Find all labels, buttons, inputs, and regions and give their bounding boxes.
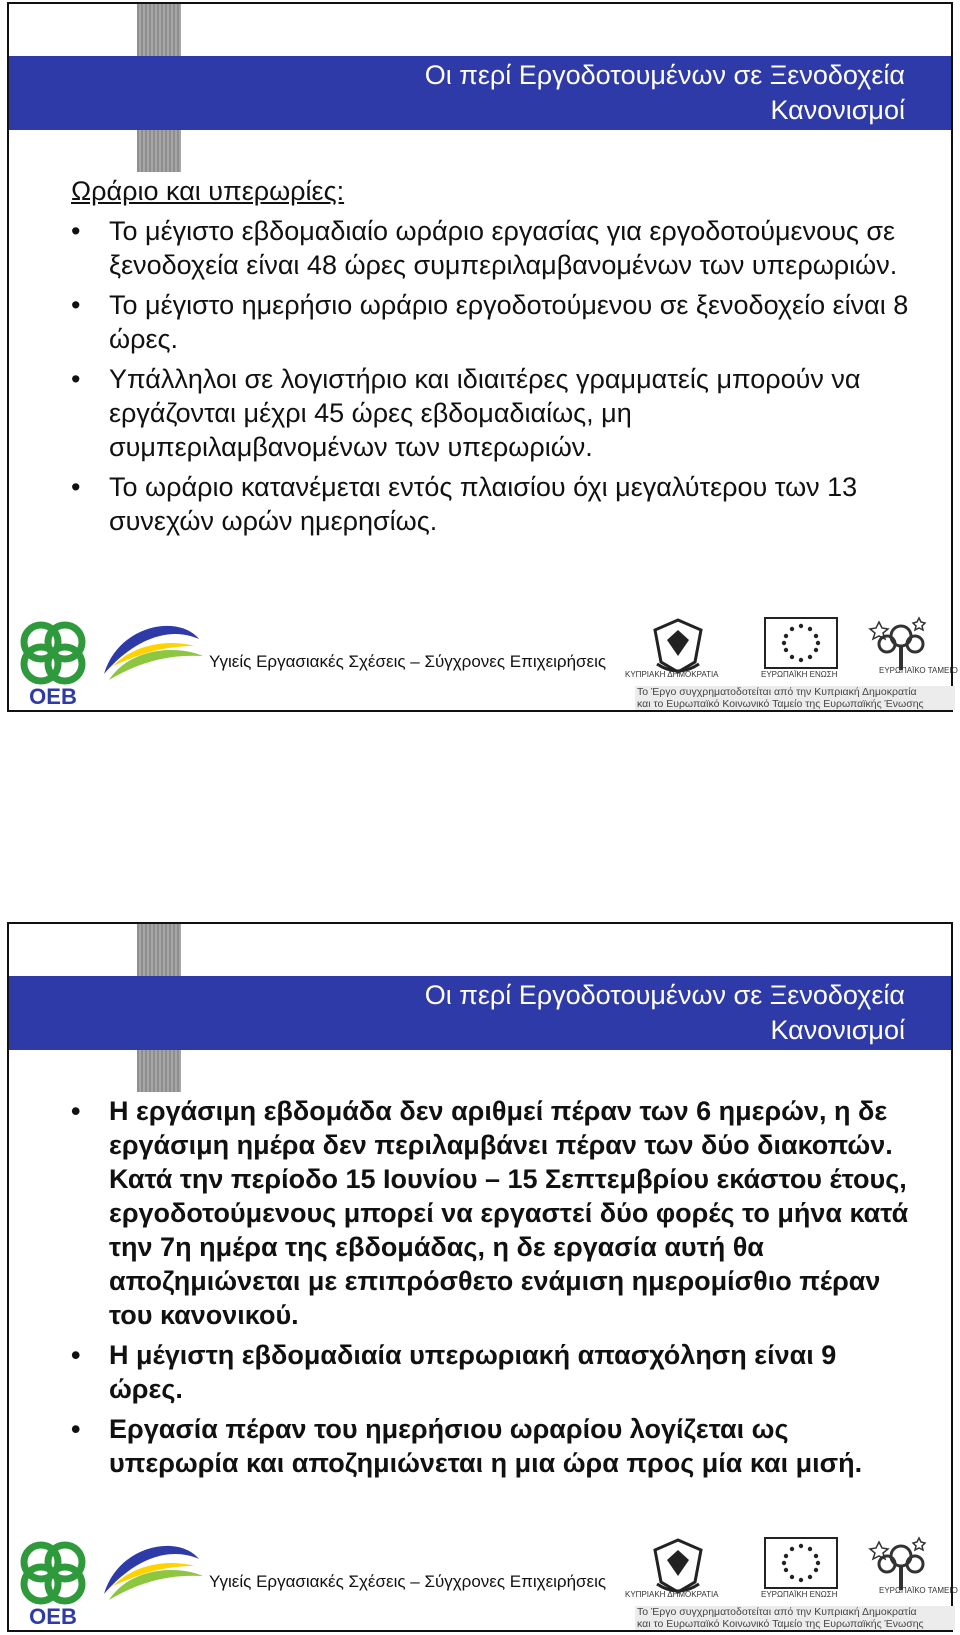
bullet-list bbox=[65, 1094, 911, 1480]
slide-content bbox=[65, 1094, 911, 1486]
bullet-icon: • bbox=[71, 216, 81, 246]
cofunding-line-2: και το Ευρωπαϊκό Κοινωνικό Ταμείο της Ευρωπαϊκής Ένωσης bbox=[637, 698, 924, 710]
oeb-logo-icon bbox=[13, 618, 97, 706]
esf-tree-icon bbox=[861, 1532, 951, 1612]
bullet-icon: • bbox=[71, 1340, 81, 1370]
bullet-icon: • bbox=[71, 1414, 81, 1444]
slide-2 bbox=[7, 922, 958, 1632]
slide-footer bbox=[9, 1530, 958, 1630]
oeb-label: OEB bbox=[29, 684, 77, 706]
bullet-item bbox=[65, 1412, 911, 1480]
bullet-item bbox=[65, 1094, 911, 1332]
cofunding-line-1: Το Έργο συγχρηματοδοτείται από την Κυπριακή Δημοκρατία bbox=[637, 686, 917, 698]
bullet-icon: • bbox=[71, 472, 81, 502]
esf-label: ΕΥΡΩΠΑΪΚΟ ΤΑΜΕΙΟ bbox=[879, 1586, 958, 1595]
cofunding-note bbox=[635, 1606, 955, 1630]
cyprus-label: ΚΥΠΡΙΑΚΗ ΔΗΜΟΚΡΑΤΙΑ bbox=[625, 670, 719, 679]
slide-title-line-2: Κανονισμοί bbox=[770, 95, 905, 125]
bullet-item bbox=[65, 1338, 911, 1406]
bullet-text: Το μέγιστο ημερήσιο ωράριο εργοδοτούμενου σε ξενοδοχείο είναι 8 ώρες. bbox=[109, 290, 909, 354]
swirl-logo-icon bbox=[99, 1534, 209, 1604]
eu-label: ΕΥΡΩΠΑΪΚΗ ΕΝΩΣΗ bbox=[761, 670, 838, 679]
bullet-item bbox=[65, 362, 911, 464]
eu-flag-icon bbox=[761, 612, 841, 692]
slide-title-line-1: Οι περί Εργοδοτουμένων σε Ξενοδοχεία bbox=[424, 980, 905, 1010]
esf-label: ΕΥΡΩΠΑΪΚΟ ΤΑΜΕΙΟ bbox=[879, 666, 958, 675]
bullet-text: Η εργάσιμη εβδομάδα δεν αριθμεί πέραν των 6 ημερών, η δε εργάσιμη ημέρα δεν περιλαμβάνει πέραν των δύο διακοπών. Κατά την περίοδο 15 Ιουνίου – 15 Σεπτεμβρίου εκάστου έτους, εργοδοτούμενους μπορεί να εργαστεί δύο φορές το μήνα κατά την 7η ημέρα της εβδομάδας, η δε εργασία αυτή θα αποζημιώνεται με επιπρόσθετο ενάμιση ημερομίσθιο πέραν του κανονικού. bbox=[109, 1096, 909, 1330]
eu-label: ΕΥΡΩΠΑΪΚΗ ΕΝΩΣΗ bbox=[761, 1590, 838, 1599]
bullet-text: Το ωράριο κατανέμεται εντός πλαισίου όχι μεγαλύτερου των 13 συνεχών ωρών ημερησίως. bbox=[109, 472, 858, 536]
cofunding-note bbox=[635, 686, 955, 710]
slide-1 bbox=[7, 2, 958, 712]
oeb-logo-icon bbox=[13, 1538, 97, 1626]
slide-title-line-1: Οι περί Εργοδοτουμένων σε Ξενοδοχεία bbox=[424, 60, 905, 90]
bullet-icon: • bbox=[71, 364, 81, 394]
slide-title bbox=[9, 976, 951, 1050]
bullet-icon: • bbox=[71, 1096, 81, 1126]
oeb-label: OEB bbox=[29, 1604, 77, 1626]
bullet-item bbox=[65, 288, 911, 356]
bullet-text: Υπάλληλοι σε λογιστήριο και ιδιαιτέρες γραμματείς μπορούν να εργάζονται μέχρι 45 ώρες εβδομαδιαίως, μη συμπεριλαμβανομένων των υπερωριών. bbox=[109, 364, 861, 462]
bullet-list bbox=[65, 214, 911, 538]
bullet-text: Το μέγιστο εβδομαδιαίο ωράριο εργασίας για εργοδοτούμενους σε ξενοδοχεία είναι 48 ώρες συμπεριλαμβανομένων των υπερωριών. bbox=[109, 216, 898, 280]
section-heading: Ωράριο και υπερωρίες: bbox=[71, 176, 345, 206]
bullet-icon: • bbox=[71, 290, 81, 320]
footer-slogan: Υγιείς Εργασιακές Σχέσεις – Σύγχρονες Επιχειρήσεις bbox=[209, 652, 607, 671]
slide-title-line-2: Κανονισμοί bbox=[770, 1015, 905, 1045]
cofunding-line-2: και το Ευρωπαϊκό Κοινωνικό Ταμείο της Ευρωπαϊκής Ένωσης bbox=[637, 1618, 924, 1630]
esf-tree-icon bbox=[861, 612, 951, 692]
cyprus-emblem-icon bbox=[643, 1532, 713, 1612]
eu-flag-icon bbox=[761, 1532, 841, 1612]
footer-slogan: Υγιείς Εργασιακές Σχέσεις – Σύγχρονες Επιχειρήσεις bbox=[209, 1572, 607, 1591]
cyprus-label: ΚΥΠΡΙΑΚΗ ΔΗΜΟΚΡΑΤΙΑ bbox=[625, 1590, 719, 1599]
cyprus-emblem-icon bbox=[643, 612, 713, 692]
slide-content bbox=[65, 174, 911, 544]
cofunding-line-1: Το Έργο συγχρηματοδοτείται από την Κυπριακή Δημοκρατία bbox=[637, 1606, 917, 1618]
slide-title bbox=[9, 56, 951, 130]
slide-footer bbox=[9, 610, 958, 710]
swirl-logo-icon bbox=[99, 614, 209, 684]
bullet-text: Εργασία πέραν του ημερήσιου ωραρίου λογίζεται ως υπερωρία και αποζημιώνεται η μια ώρα προς μία και μισή. bbox=[109, 1414, 863, 1478]
bullet-text: Η μέγιστη εβδομαδιαία υπερωριακή απασχόληση είναι 9 ώρες. bbox=[109, 1340, 837, 1404]
bullet-item bbox=[65, 470, 911, 538]
bullet-item bbox=[65, 214, 911, 282]
